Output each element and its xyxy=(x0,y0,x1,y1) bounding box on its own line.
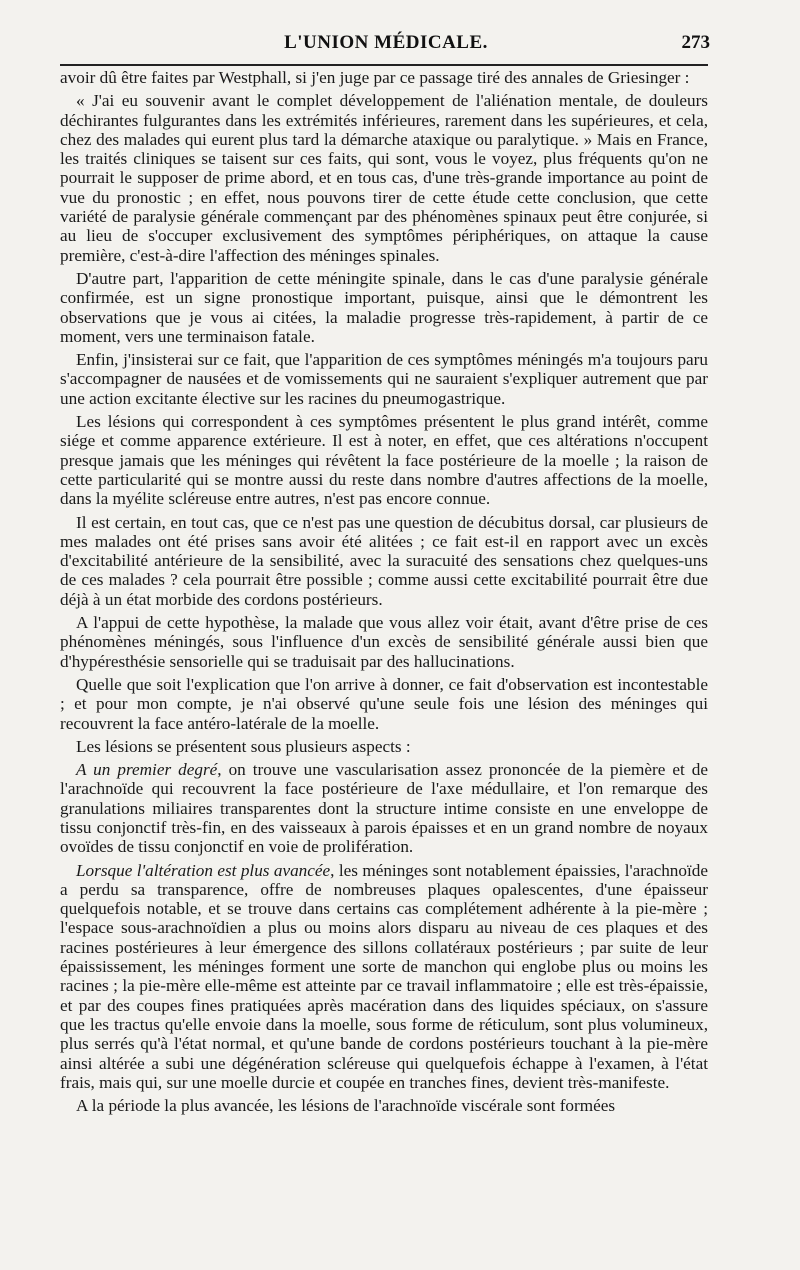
paragraph: A la période la plus avancée, les lésions de l'arachnoïde viscérale sont formées xyxy=(76,1096,616,1116)
paragraph: A l'appui de cette hypothèse, la malade que vous allez voir était, avant d'être prise de ces phénomènes méningés, sous l'influence d'un excès de sensibilité générale aussi bien que d'hypéresthésie sensorielle qui se traduisait par des hallucinations. xyxy=(60,613,708,671)
article-body xyxy=(60,68,708,1119)
italic-lead: A un premier degré xyxy=(76,760,218,780)
paragraph: D'autre part, l'apparition de cette méningite spinale, dans le cas d'une paralysie générale confirmée, est un signe pronostique important, puisque, ainsi que le démontrent les observations que je vous ai citées, la maladie progresse très-rapidement, à partir de ce moment, vers une terminaison fatale. xyxy=(60,268,708,346)
paragraph-text: , on trouve une vascularisation assez prononcée de la piemère et de l'arachnoïde qui recouvrent la face postérieure de l'axe médullaire, et l'on remarque des granulations miliaires transparentes dont la structure intime consiste en une enveloppe de tissu conjonctif très-fin, en des vaisseaux à parois épaisses et en un grand nombre de noyaux ovoïdes de tissu conjonctif en voie de prolifération. xyxy=(60,760,708,857)
header-rule xyxy=(60,64,708,66)
paragraph-text: , les méninges sont notablement épaissies, l'arachnoïde a perdu sa transparence, offre de nombreuses plaques opalescentes, d'une épaisseur quelquefois notable, et se trouve dans certains cas complétement adhérente à la pie-mère ; l'espace sous-arachnoïdien a plus ou moins alors disparu au niveau de ces plaques et des racines postérieures à leur émergence des sillons collatéraux postérieurs ; par suite de leur épaississement, les méninges forment une sorte de manchon qui englobe plus ou moins les racines ; la pie-mère elle-même est atteinte par ce travail inflammatoire ; elle est très-épaissie, et par des coupes fines pratiquées après macération dans des liquides spéciaux, on s'assure que les tractus qu'elle envoie dans la moelle, sous forme de réticulum, sont plus volumineux, plus serrés qu'à l'état normal, et qu'une bande de cordons postérieurs touchant à la pie-mère ainsi altérée a subi une dégénération scléreuse qui quelquefois échappe à l'examen, à l'état frais, mais qui, sur une moelle durcie et coupée en tranches fines, devient très-manifeste. xyxy=(60,860,708,1092)
paragraph: Les lésions qui correspondent à ces symptômes présentent le plus grand intérêt, comme siége et comme apparence extérieure. Il est à noter, en effet, que ces altérations n'occupent presque jamais que les méninges qui révêtent la face postérieure de la moelle ; la raison de cette particularité qui se montre aussi du reste dans nombre d'autres affections de la moelle, dans la myélite scléreuse entre autres, n'est pas encore connue. xyxy=(60,412,708,509)
paragraph xyxy=(60,861,708,1093)
running-header xyxy=(62,30,710,60)
journal-title: L'UNION MÉDICALE. xyxy=(284,32,488,53)
paragraph xyxy=(60,760,708,856)
italic-lead: Lorsque l'altération est plus avancée xyxy=(76,860,331,880)
paragraph: Les lésions se présentent sous plusieurs aspects : xyxy=(76,736,411,756)
paragraph: Quelle que soit l'explication que l'on arrive à donner, ce fait d'observation est incontestable ; et pour mon compte, je n'ai observé qu'une seule fois une lésion des méninges qui recouvrent la face antéro-latérale de la moelle. xyxy=(60,674,708,733)
paragraph: avoir dû être faites par Westphall, si j'en juge par ce passage tiré des annales de Griesinger : xyxy=(60,68,690,87)
paragraph: Enfin, j'insisterai sur ce fait, que l'apparition de ces symptômes méningés m'a toujours paru s'accompagner de nausées et de vomissements qui ne sauraient s'expliquer autrement que par une action excitante élective sur les racines du pneumogastrique. xyxy=(60,350,708,408)
page-number: 273 xyxy=(681,32,710,53)
paragraph: « J'ai eu souvenir avant le complet développement de l'aliénation mentale, de douleurs déchirantes fulgurantes dans les extrémités inférieures, rarement dans les supérieures, et cela, chez des malades qui eurent plus tard la démarche ataxique ou paralytique. » Mais en France, les traités cliniques se taisent sur ces faits, qui sont, vous le voyez, plus fréquents qu'on ne pourrait le supposer de prime abord, et en tous cas, d'une très-grande importance au point de vue du pronostic ; en effet, nous pouvons tirer de cette étude cette conclusion, que cette variété de paralysie générale commençant par des phénomènes spinaux peut être conjurée, si au lieu de s'occuper exclusivement des symptômes périphériques, on attaque la cause première, c'est-à-dire l'affection des méninges spinales. xyxy=(60,91,708,265)
paragraph: Il est certain, en tout cas, que ce n'est pas une question de décubitus dorsal, car plusieurs de mes malades ont été prises sans avoir été alitées ; ce fait est-il en rapport avec un excès d'excitabilité antérieure de la sensibilité, avec la suracuité des sensations chez quelques-uns de ces malades ? cela pourrait être possible ; comme aussi cette excitabilité pourrait être due déjà à un état morbide des cordons postérieurs. xyxy=(60,512,708,609)
